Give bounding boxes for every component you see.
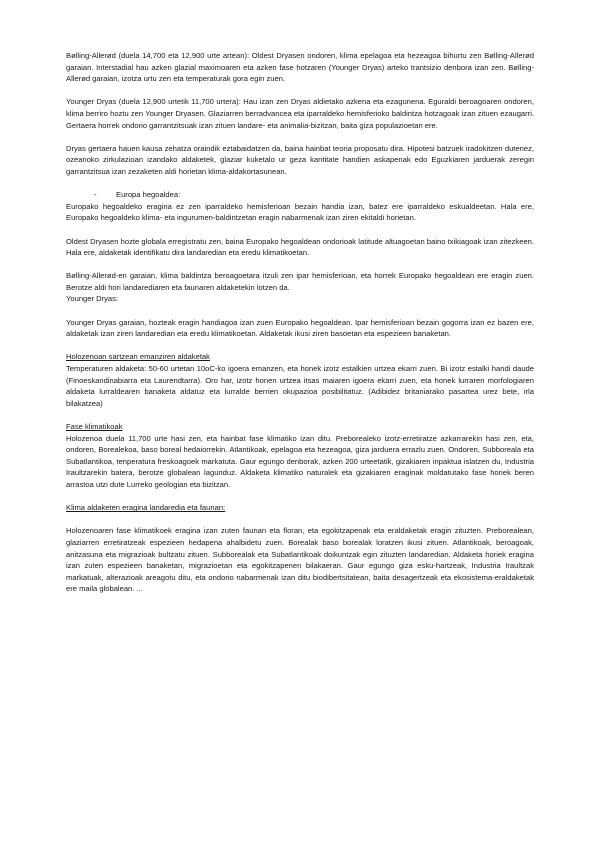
heading-holozenoa-aldaketak: Holozenoan sartzean emanziren aldaketak: [66, 352, 210, 362]
paragraph-oldest-dryas: Oldest Dryasen hozte globala erregistratu zen, baina Europako hegoaldean ondorioak latitude altuagoetan baino txikiagoak izan zitezkeen. Hala ere, aldaketak identifikatu dira landaredian eta eredu klimatikoetan.: [66, 236, 534, 258]
subheading-younger-dryas: Younger Dryas:: [66, 294, 119, 304]
paragraph-bolling-allerod: Bølling-Allerød (duela 14,700 eta 12,900 urte artean): Oldest Dryasen ondoren, klima epelagoa eta hezeagoa bihurtu zen Bølling-Allerød garaian. Interstadial hau azken glazial maximoaren eta azken fase hotzaren (Younger Dryas) arteko trantsizio denbora izan zen. Bølling-Allerød garaian, izotza urtu zen eta temperaturak gora egin zuen.: [66, 51, 534, 84]
document-page: [66, 50, 534, 595]
paragraph-bolling-allerod-europe: Bølling-Allerød-en garaian, klima baldintza beroagoetara itzuli zen ipar hemisferioan, eta horrek Europako hegoaldean ere eragin zuen. Berotze aldi hori landarediaren eta faunaren aldaketekin lotzen da.: [66, 271, 534, 292]
bullet-dash: -: [94, 190, 97, 200]
paragraph-klima-eragina: Holozenoaren fase klimatikoek eragina izan zuten faunan eta floran, eta egokitzapenak eta eraldaketak eragin zituzten. Preborealean, glaziarren erretiratzeak espezieen hedapena ahalbidetu zuen. Borealak baso borealak loratzen ikusi zituen. Atlantikoak, beroagoak, anitzasuna eta migrazioak bultzatu zituen. Subborealak eta Subatlantikoak doikuntzak egin zituzten landaredian. Aldaketa horiek eragina izan zuten espezieen banaketan, migrazioetan eta egokitzapenen bilakaeran. Gaur egungo giza esku-hartzeak, Industria Iraultzak markatuak, alterazioak areagotu ditu, eta ondorio nabarmenak izan ditu biodibertsitatean, baita desagertzeak eta ekosistema-eraldaketak ere maila globalean. ...: [66, 526, 534, 594]
paragraph-europa-hegoaldea: Europako hegoaldeko eragina ez zen iparraldeko hemisferioan bezain handia izan, batez ere iparraldeko eskualdeetan. Hala ere, Europako hegoaldeko klima- eta ingurumen-baldintzetan eragin nabarmenak izan ziren ekitaldi horietan.: [66, 201, 534, 223]
bullet-label: Europa hegoaldea:: [116, 190, 181, 200]
paragraph-younger-dryas-europe: Younger Dryas garaian, hozteak eragin handiagoa izan zuen Europako hegoaldean. Ipar hemisferioan bezain gogorra izan ez bazen ere, aldaketak izan ziren landaredian eta eredu klimatikoetan. Aldaketak ikusi ziren basoetan eta espezieen banaketan.: [66, 317, 534, 339]
paragraph-dryas-causes: Dryas gertaera hauen kausa zehatza oraindik eztabaidatzen da, baina hainbat teoria proposatu dira. Hipotesi batzuek iradokitzen dutenez, ozeanoko zirkulazioan izandako aldaketek, glaziar kuketalo ur geza kantitate handien askapenak edo Eguzkiaren jarduerak zeregin garrantzitsua izan zezaketen aldi horietan klima-aldakortasunean.: [66, 143, 534, 176]
paragraph-younger-dryas-intro: Younger Dryas (duela 12,900 urtetik 11,700 urtera): Hau izan zen Dryas aldietako azkena eta ezagunena. Eguraldi beroagoaren ondoren, klima berriro hoztu zen Younger Dryasen. Glaziarren berradvancea eta iparraldeko hemisferioko baldintza hotzagoak izan zituen ezaugarri. Gertaera horrek ondorio garrantzitsuak izan zituen landare- eta animalia-bizitzan, baita giza populazioetan ere.: [66, 97, 534, 130]
paragraph-temperaturen-aldaketa: Temperaturen aldaketa: 50-60 urtetan 10oC-ko igoera emanzen, eta honek izotz estalkien urtzea ekarri zuen. Bi izotz estalki handi daude (Finoeskandinabiarra eta Laurendtarra). Oro har, izotz honen urtzea itsas maiaren igoera ekarri zuen, eta honek lurraren morfologiaren aldaketa lurraldearen banaketa aldatuz eta lurralde berrien okupazioa posibilitatuz. (Adibidez britaniarako pasartea urez bete, irla bilakatzea): [66, 364, 534, 408]
heading-klima-eragina: Klima aldaketen eragina landaredia eta faunan:: [66, 503, 226, 513]
heading-fase-klimatikoak: Fase klimatikoak: [66, 422, 123, 431]
paragraph-fase-klimatikoak: Holozenoa duela 11,700 urte hasi zen, eta hainbat fase klimatiko izan ditu. Preborealeko izotz-erretiratze azkarrarekin hasi zen, eta, ondoren, Borealekoa, baso boreal hedaiorrekin. Atlantikoak, epelagoa eta hezeagoa, giza jarduera errazlu zuen. Ondoren, Subboreala eta Subatlantikoa, tenperatura freskoagoek markatuta. Gaur egungo denborak, azken 200 urteetatik, gizakiaren inpaktua islatzen du, Industria Iraultzarekin batera, berotze globalean lagunduz. Aldaketa klimatiko naturalek eta gizakiaren eraginak moldatutako fase horiek beren arrastoa utzi dute Lurreko geologian eta bizitzan.: [66, 433, 534, 489]
bullet-europa-hegoaldea: [66, 189, 534, 201]
